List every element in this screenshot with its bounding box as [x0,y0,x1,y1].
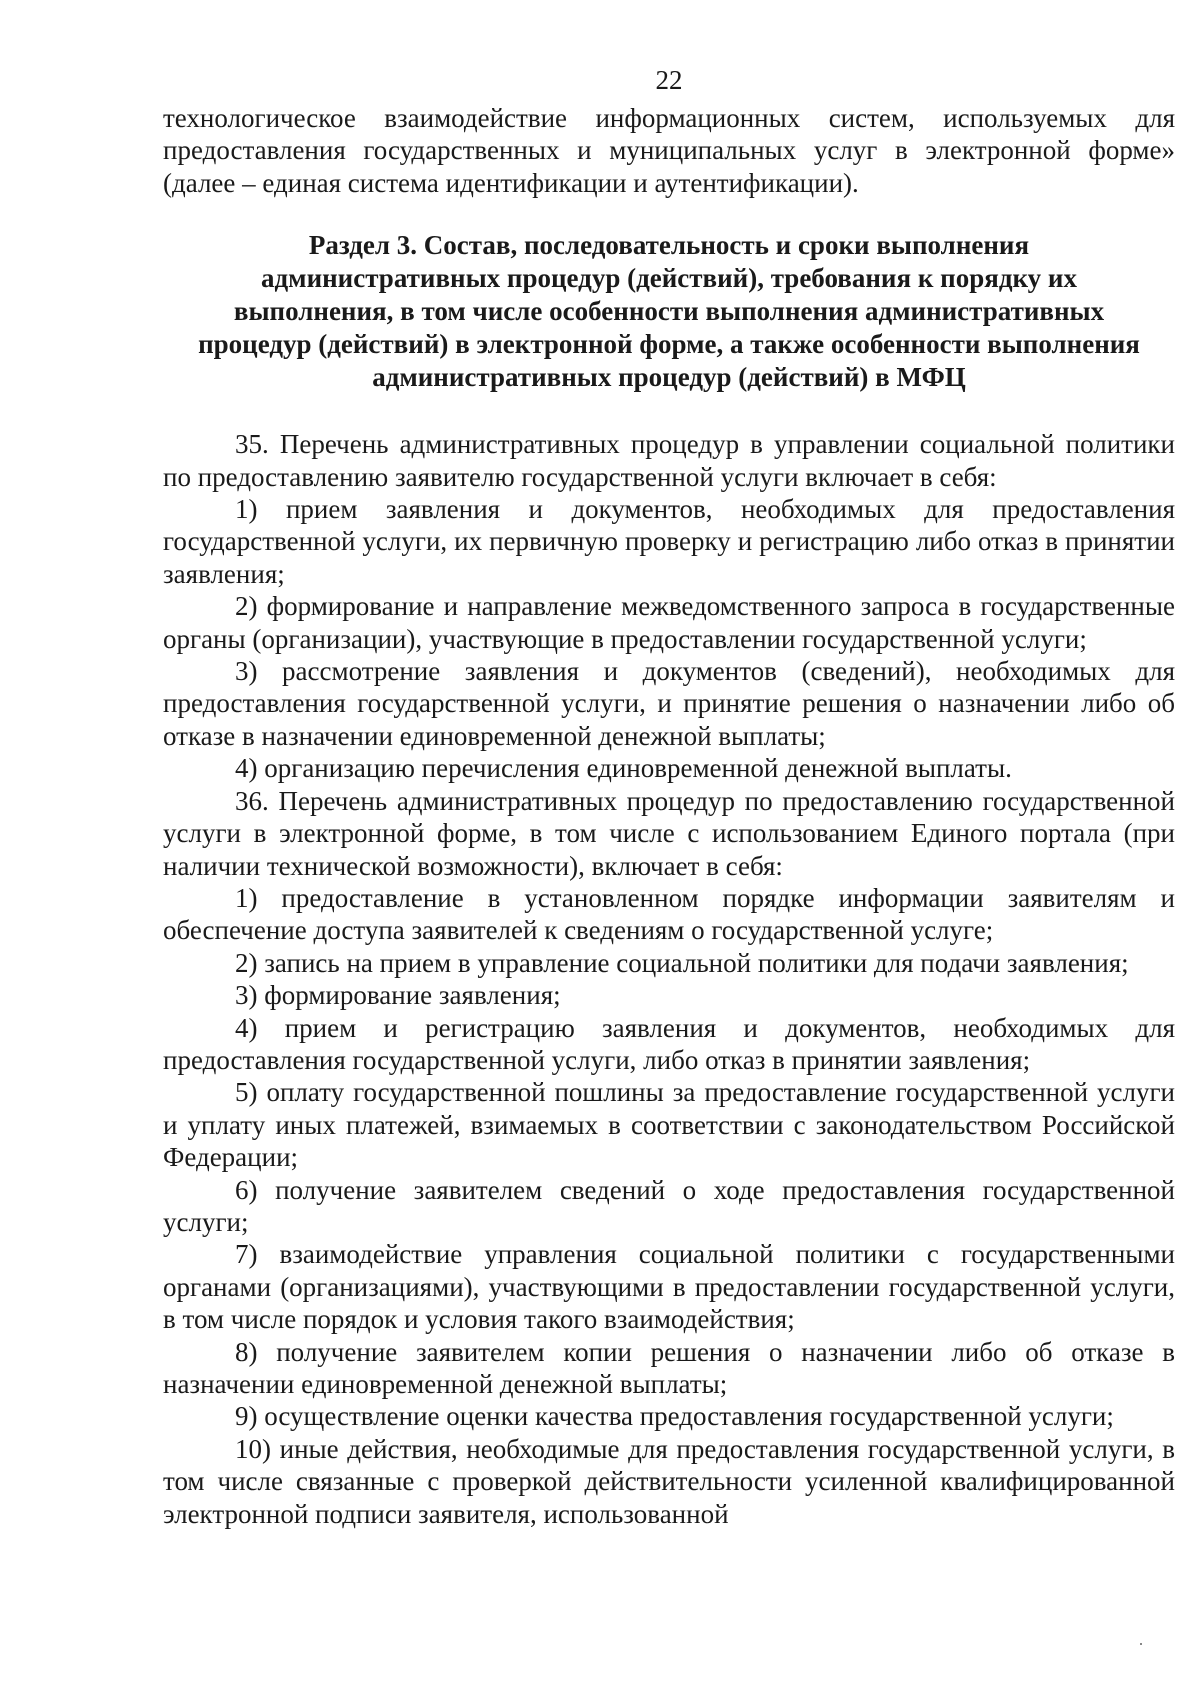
section-title-line: Раздел 3. Состав, последовательность и сроки выполнения [308,230,1030,261]
list-item: 7) взаимодействие управления социальной политики с государственными органами (организациями), участвующими в предоставлении государственной услуги, в том числе порядок и условия такого взаимодействия; [163,1239,1175,1335]
list-item: 6) получение заявителем сведений о ходе предоставления государственной услуги; [163,1174,1175,1237]
list-item: 3) формирование заявления; [235,980,561,1011]
list-item: 3) рассмотрение заявления и документов (сведений), необходимых для предоставления государственной услуги, и принятие решения о назначении либо об отказе в назначении единовременной денежной выплаты; [163,656,1175,751]
list-item: 5) оплату государственной пошлины за предоставление государственной услуги и уплату иных платежей, взимаемых в соответствии с законодательством Российской Федерации; [163,1077,1175,1173]
section-title [163,229,1175,394]
section-title-line: выполнения, в том числе особенности выполнения административных [233,296,1105,327]
section-title-line: административных процедур (действий), требования к порядку их [261,263,1077,294]
intro-paragraph: технологическое взаимодействие информационных систем, используемых для предоставления государственных и муниципальных услуг в электронной форме» (далее – единая система идентификации и аутентификации). [163,103,1175,198]
paragraph-35: 35. Перечень административных процедур в управлении социальной политики по предоставлению заявителю государственной услуги включает в себя: [163,429,1175,492]
document-page [163,64,1175,1530]
scan-mark [1140,1643,1142,1645]
list-item: 1) прием заявления и документов, необходимых для предоставления государственной услуги, их первичную проверку и регистрацию либо отказ в принятии заявления; [163,494,1175,589]
paragraph-36: 36. Перечень административных процедур по предоставлению государственной услуги в электронной форме, в том числе с использованием Единого портала (при наличии технической возможности), включает в себя: [163,785,1175,881]
list-item: 2) формирование и направление межведомственного запроса в государственные органы (организации), участвующие в предоставлении государственной услуги; [163,591,1175,654]
section-title-line: административных процедур (действий) в МФЦ [372,362,966,393]
list-item: 1) предоставление в установленном порядке информации заявителям и обеспечение доступа заявителей к сведениям о государственной услуге; [163,882,1175,946]
list-item: 4) организацию перечисления единовременной денежной выплаты. [235,753,1012,784]
list-item: 8) получение заявителем копии решения о назначении либо об отказе в назначении единовременной денежной выплаты; [163,1336,1175,1399]
list-item: 10) иные действия, необходимые для предоставления государственной услуги, в том числе связанные с проверкой действительности усиленной квалифицированной электронной подписи заявителя, использованной [163,1433,1175,1529]
list-item: 4) прием и регистрацию заявления и документов, необходимых для предоставления государственной услуги, либо отказ в принятии заявления; [163,1012,1175,1075]
page-number: 22 [655,65,683,95]
list-item: 9) осуществление оценки качества предоставления государственной услуги; [235,1401,1114,1432]
section-title-line: процедур (действий) в электронной форме, а также особенности выполнения [198,329,1140,360]
list-item: 2) запись на прием в управление социальной политики для подачи заявления; [235,947,1129,978]
